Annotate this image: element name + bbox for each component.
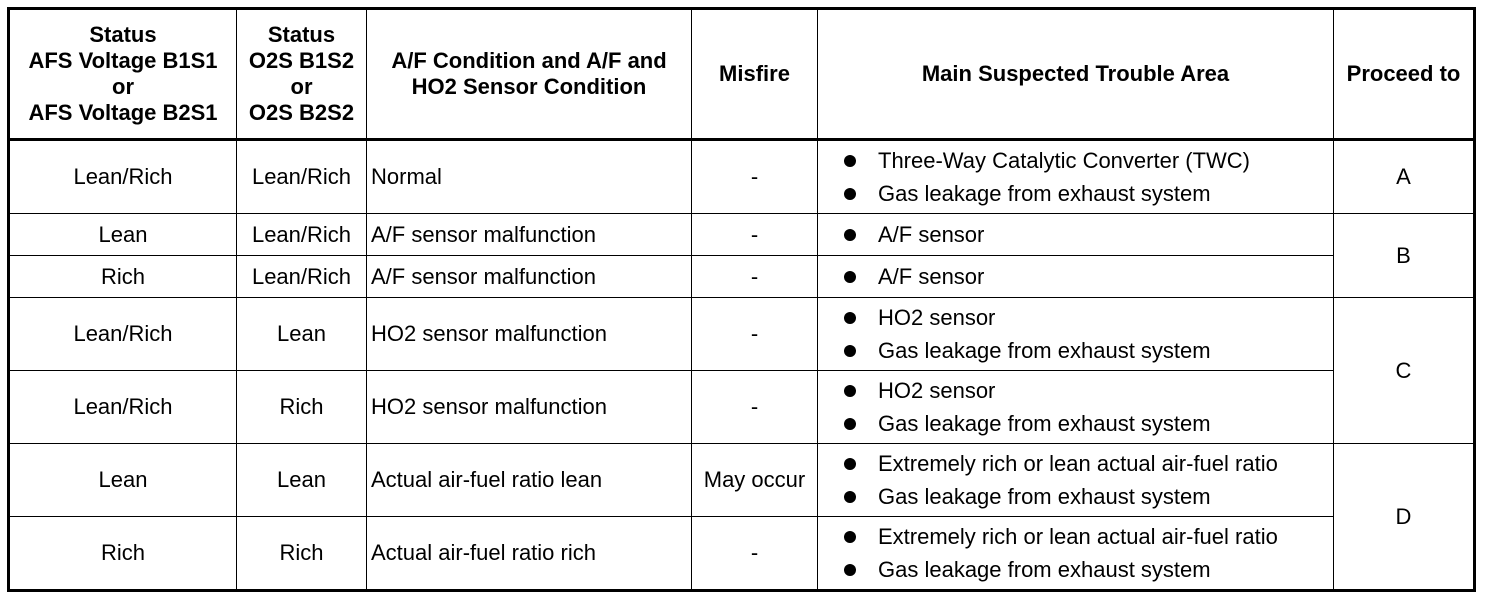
list-item (840, 334, 1329, 367)
header-misfire: Misfire (692, 9, 818, 140)
trouble-area-list (822, 447, 1329, 513)
bullet-icon (844, 491, 856, 503)
o2s-status-cell: Lean (237, 298, 367, 371)
afs-status-cell: Lean/Rich (9, 140, 237, 214)
table-row (9, 444, 1475, 517)
condition-cell: A/F sensor malfunction (367, 214, 692, 256)
o2s-status-cell: Lean/Rich (237, 256, 367, 298)
list-item (840, 480, 1329, 513)
o2s-status-cell: Lean (237, 444, 367, 517)
trouble-area-cell (818, 256, 1334, 298)
diagnostic-table (7, 7, 1476, 592)
misfire-cell: - (692, 517, 818, 591)
table-row (9, 298, 1475, 371)
trouble-area-cell (818, 444, 1334, 517)
trouble-area-text: Gas leakage from exhaust system (878, 484, 1211, 509)
trouble-area-text: A/F sensor (878, 222, 985, 247)
afs-status-cell: Rich (9, 517, 237, 591)
trouble-area-list (822, 144, 1329, 210)
bullet-icon (844, 564, 856, 576)
table-row (9, 140, 1475, 214)
header-afs-status: Status AFS Voltage B1S1 or AFS Voltage B2S1 (9, 9, 237, 140)
condition-cell: HO2 sensor malfunction (367, 371, 692, 444)
list-item (840, 144, 1329, 177)
trouble-area-cell (818, 371, 1334, 444)
header-row (9, 9, 1475, 140)
o2s-status-cell: Rich (237, 371, 367, 444)
list-item (840, 301, 1329, 334)
list-item (840, 553, 1329, 586)
header-proceed-to: Proceed to (1334, 9, 1475, 140)
trouble-area-text: Three-Way Catalytic Converter (TWC) (878, 148, 1251, 173)
trouble-area-text: Extremely rich or lean actual air-fuel ratio (878, 524, 1278, 549)
misfire-cell: - (692, 371, 818, 444)
afs-status-cell: Lean (9, 214, 237, 256)
list-item (840, 260, 1329, 293)
table-row (9, 371, 1475, 444)
list-item (840, 177, 1329, 210)
trouble-area-text: HO2 sensor (878, 305, 996, 330)
header-condition: A/F Condition and A/F and HO2 Sensor Condition (367, 9, 692, 140)
bullet-icon (844, 312, 856, 324)
misfire-cell: - (692, 298, 818, 371)
header-trouble-area: Main Suspected Trouble Area (818, 9, 1334, 140)
trouble-area-text: HO2 sensor (878, 378, 996, 403)
trouble-area-list (822, 260, 1329, 293)
table-row (9, 214, 1475, 256)
trouble-area-list (822, 374, 1329, 440)
diagnostic-table-container (7, 7, 1476, 592)
afs-status-cell: Lean/Rich (9, 298, 237, 371)
bullet-icon (844, 271, 856, 283)
trouble-area-text: Gas leakage from exhaust system (878, 181, 1211, 206)
proceed-to-cell: A (1334, 140, 1475, 214)
misfire-cell: May occur (692, 444, 818, 517)
list-item (840, 447, 1329, 480)
list-item (840, 374, 1329, 407)
list-item (840, 218, 1329, 251)
trouble-area-cell (818, 517, 1334, 591)
trouble-area-text: A/F sensor (878, 264, 985, 289)
afs-status-cell: Rich (9, 256, 237, 298)
condition-cell: Actual air-fuel ratio rich (367, 517, 692, 591)
trouble-area-text: Gas leakage from exhaust system (878, 557, 1211, 582)
o2s-status-cell: Rich (237, 517, 367, 591)
table-row (9, 517, 1475, 591)
trouble-area-text: Gas leakage from exhaust system (878, 411, 1211, 436)
bullet-icon (844, 458, 856, 470)
bullet-icon (844, 385, 856, 397)
afs-status-cell: Lean/Rich (9, 371, 237, 444)
misfire-cell: - (692, 140, 818, 214)
condition-cell: Normal (367, 140, 692, 214)
misfire-cell: - (692, 214, 818, 256)
trouble-area-text: Extremely rich or lean actual air-fuel ratio (878, 451, 1278, 476)
proceed-to-cell: B (1334, 214, 1475, 298)
list-item (840, 520, 1329, 553)
trouble-area-cell (818, 214, 1334, 256)
condition-cell: Actual air-fuel ratio lean (367, 444, 692, 517)
o2s-status-cell: Lean/Rich (237, 140, 367, 214)
table-row (9, 256, 1475, 298)
bullet-icon (844, 531, 856, 543)
condition-cell: HO2 sensor malfunction (367, 298, 692, 371)
afs-status-cell: Lean (9, 444, 237, 517)
o2s-status-cell: Lean/Rich (237, 214, 367, 256)
trouble-area-text: Gas leakage from exhaust system (878, 338, 1211, 363)
list-item (840, 407, 1329, 440)
misfire-cell: - (692, 256, 818, 298)
trouble-area-list (822, 301, 1329, 367)
bullet-icon (844, 188, 856, 200)
bullet-icon (844, 418, 856, 430)
trouble-area-cell (818, 140, 1334, 214)
header-o2s-status: Status O2S B1S2 or O2S B2S2 (237, 9, 367, 140)
bullet-icon (844, 155, 856, 167)
trouble-area-cell (818, 298, 1334, 371)
proceed-to-cell: C (1334, 298, 1475, 444)
proceed-to-cell: D (1334, 444, 1475, 591)
bullet-icon (844, 229, 856, 241)
trouble-area-list (822, 520, 1329, 586)
condition-cell: A/F sensor malfunction (367, 256, 692, 298)
bullet-icon (844, 345, 856, 357)
trouble-area-list (822, 218, 1329, 251)
